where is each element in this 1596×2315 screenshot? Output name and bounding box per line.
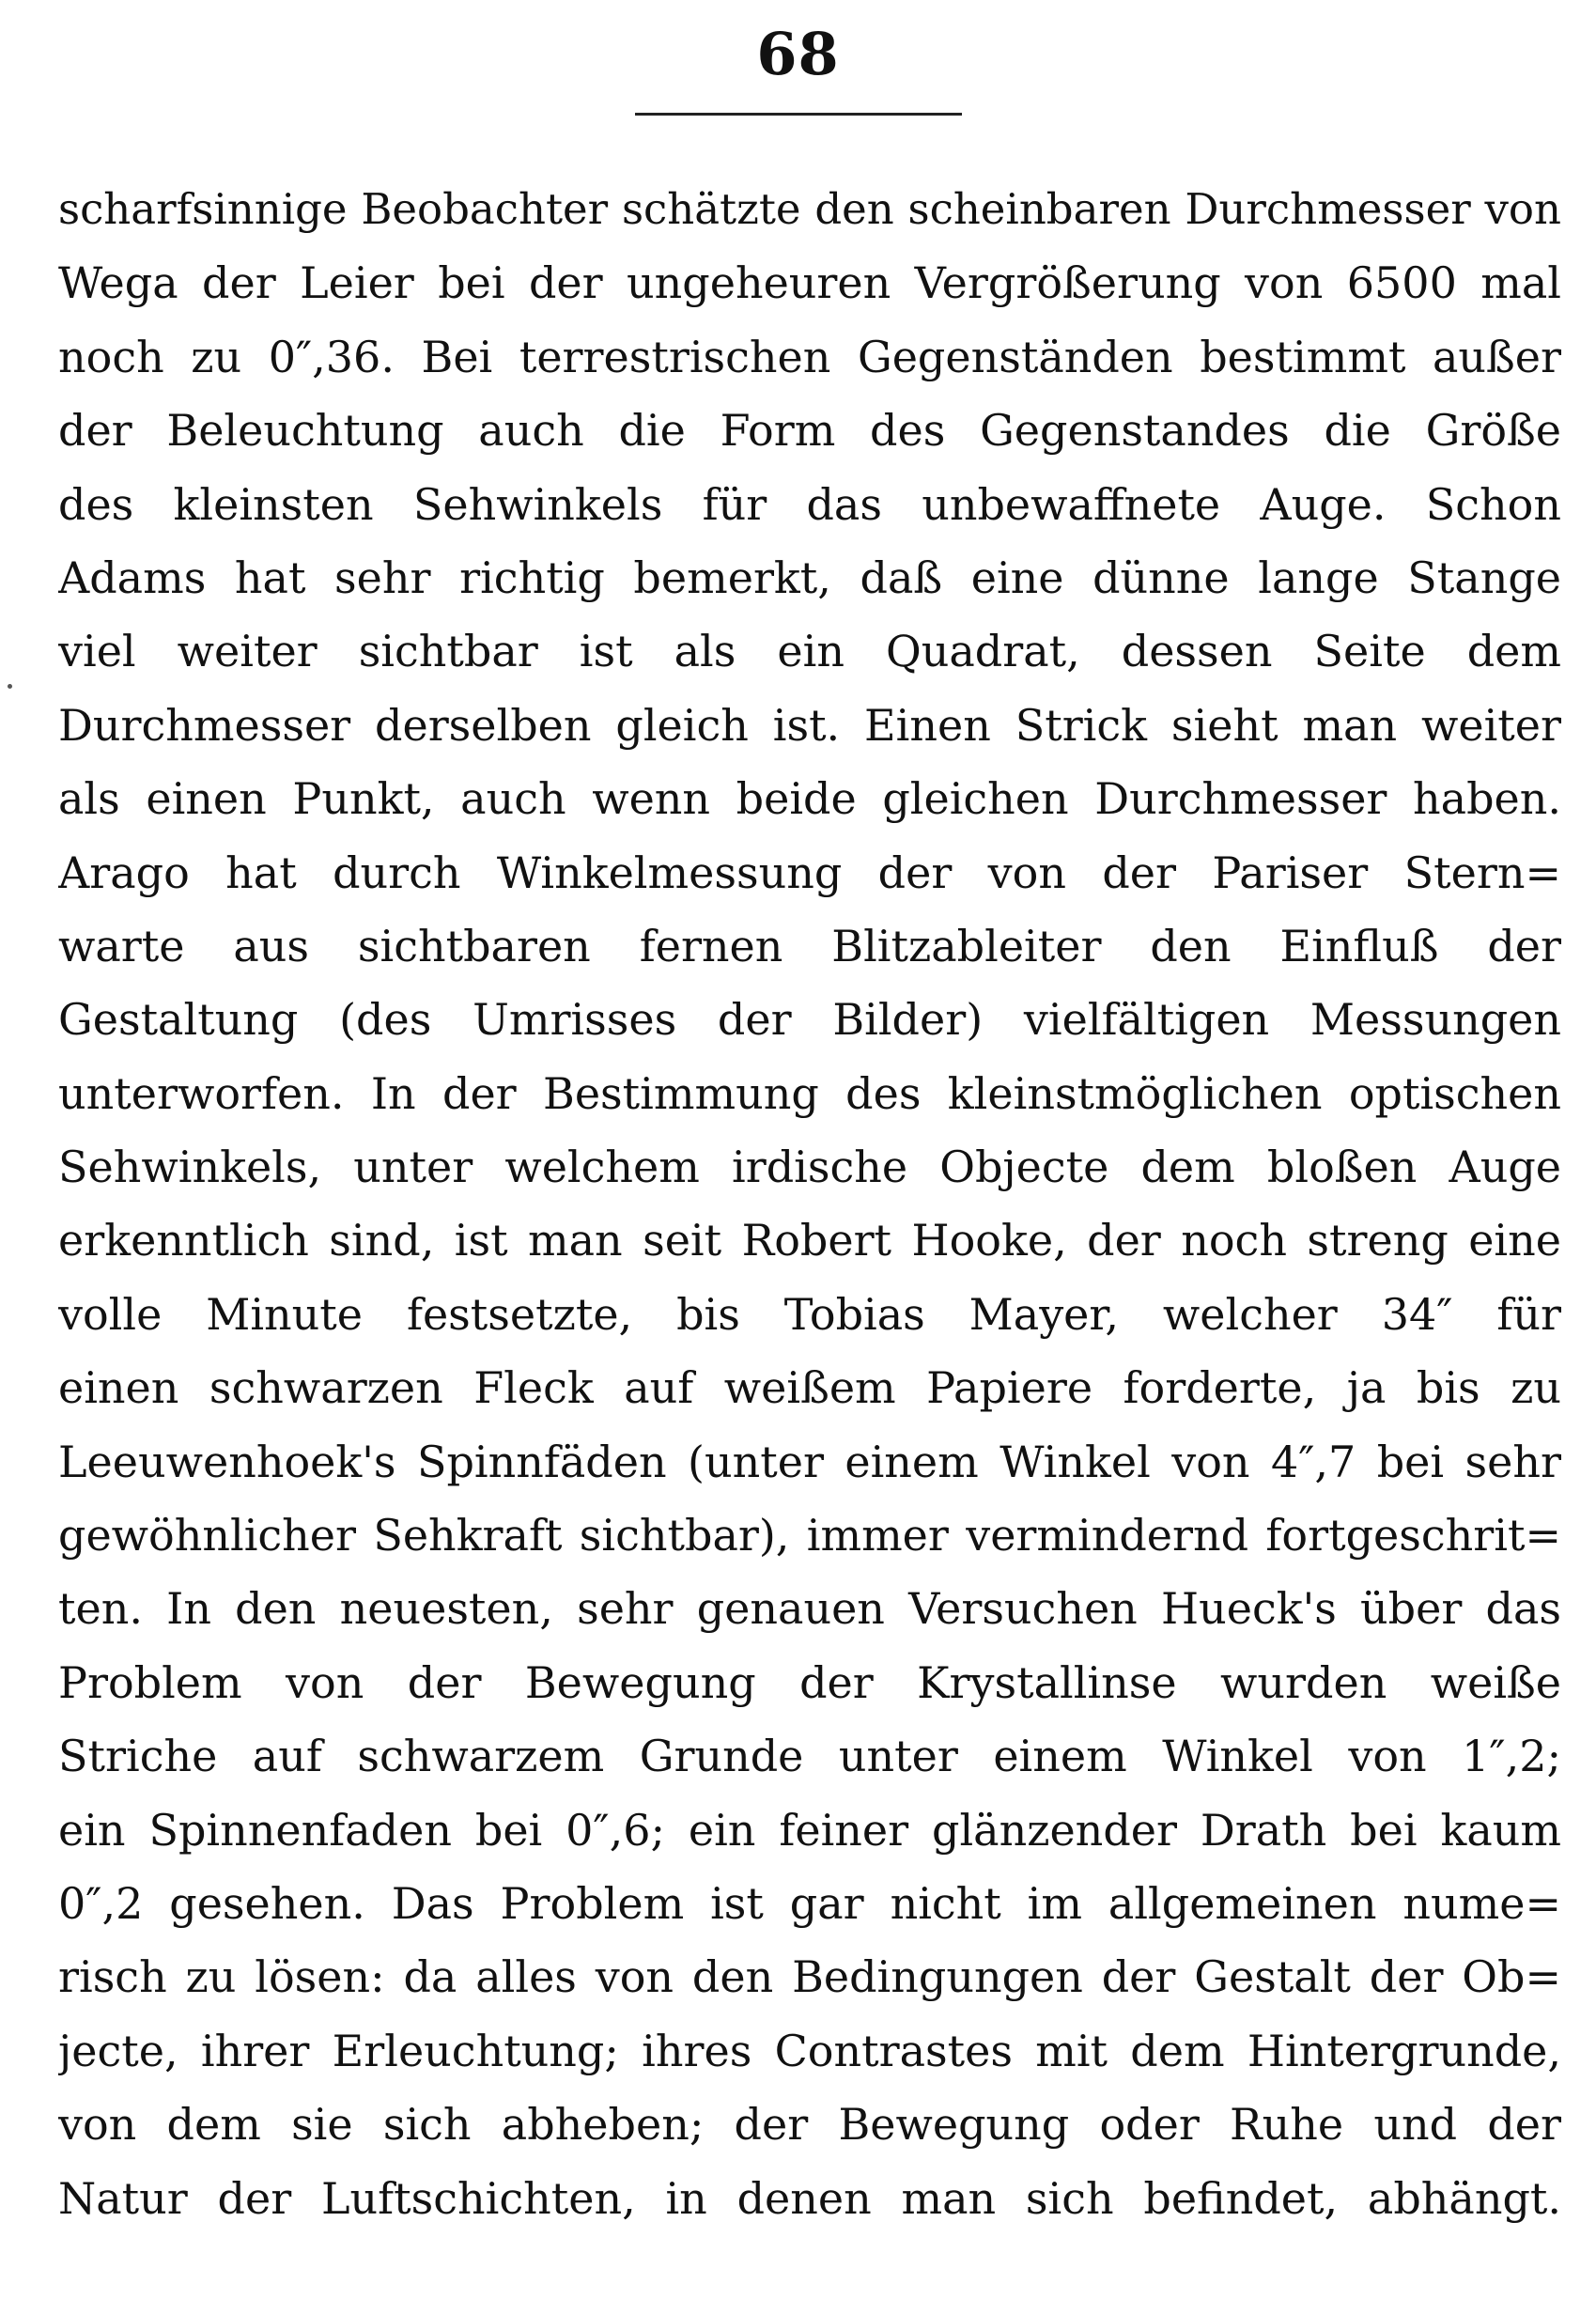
text-line: Natur der Luftschichten, in denen man sich befindet, abhängt.	[58, 2172, 1561, 2224]
body-text	[58, 173, 1561, 2235]
text-line: des kleinsten Sehwinkels für das unbewaffnete Auge. Schon	[58, 478, 1561, 530]
text-line: Striche auf schwarzem Grunde unter einem Winkel von 1″,2;	[58, 1731, 1561, 1782]
text-line: risch zu lösen: da alles von den Bedingungen der Gestalt der Ob=	[58, 1951, 1561, 2003]
text-line: der Beleuchtung auch die Form des Gegenstandes die Größe	[58, 405, 1561, 457]
text-line: jecte, ihrer Erleuchtung; ihres Contrastes mit dem Hintergrunde,	[58, 2025, 1561, 2076]
text-line: scharfsinnige Beobachter schätzte den scheinbaren Durchmesser von	[58, 184, 1561, 234]
text-line: Leeuwenhoek's Spinnfäden (unter einem Winkel von 4″,7 bei sehr	[58, 1436, 1561, 1487]
text-line: viel weiter sichtbar ist als ein Quadrat, dessen Seite dem	[58, 626, 1561, 677]
text-line: ten. In den neuesten, sehr genauen Versuchen Hueck's über das	[58, 1583, 1561, 1635]
text-line: gewöhnlicher Sehkraft sichtbar), immer vermindernd fortgeschrit=	[58, 1510, 1561, 1561]
margin-speck	[8, 684, 12, 689]
text-line: Arago hat durch Winkelmessung der von der Pariser Stern=	[58, 847, 1561, 898]
text-line: Wega der Leier bei der ungeheuren Vergrößerung von 6500 mal	[58, 257, 1561, 309]
text-line: ein Spinnenfaden bei 0″,6; ein feiner glänzender Drath bei kaum	[58, 1804, 1561, 1856]
text-line: volle Minute festsetzte, bis Tobias Mayer, welcher 34″ für	[58, 1288, 1561, 1340]
text-line: als einen Punkt, auch wenn beide gleichen Durchmesser haben.	[58, 773, 1561, 825]
page-number: 68	[756, 20, 840, 88]
text-line: Sehwinkels, unter welchem irdische Objecte dem bloßen Auge	[58, 1142, 1561, 1193]
text-line: warte aus sichtbaren fernen Blitzableiter den Einfluß der	[58, 920, 1561, 971]
text-line: Gestaltung (des Umrisses der Bilder) vielfältigen Messungen	[58, 994, 1561, 1046]
text-line: Problem von der Bewegung der Krystallinse wurden weiße	[58, 1656, 1561, 1708]
text-line: 0″,2 gesehen. Das Problem ist gar nicht im allgemeinen nume=	[58, 1877, 1561, 1929]
text-line: unterworfen. In der Bestimmung des kleinstmöglichen optischen	[58, 1067, 1561, 1119]
text-line: Adams hat sehr richtig bemerkt, daß eine dünne lange Stange	[58, 552, 1561, 603]
text-line: erkenntlich sind, ist man seit Robert Hooke, der noch streng eine	[58, 1215, 1561, 1266]
header-rule	[635, 113, 962, 116]
text-line: noch zu 0″,36. Bei terrestrischen Gegenständen bestimmt außer	[58, 331, 1561, 382]
text-line: Durchmesser derselben gleich ist. Einen Strick sieht man weiter	[58, 699, 1561, 751]
text-line: von dem sie sich abheben; der Bewegung oder Ruhe und der	[58, 2099, 1561, 2151]
text-line: einen schwarzen Fleck auf weißem Papiere forderte, ja bis zu	[58, 1362, 1561, 1414]
